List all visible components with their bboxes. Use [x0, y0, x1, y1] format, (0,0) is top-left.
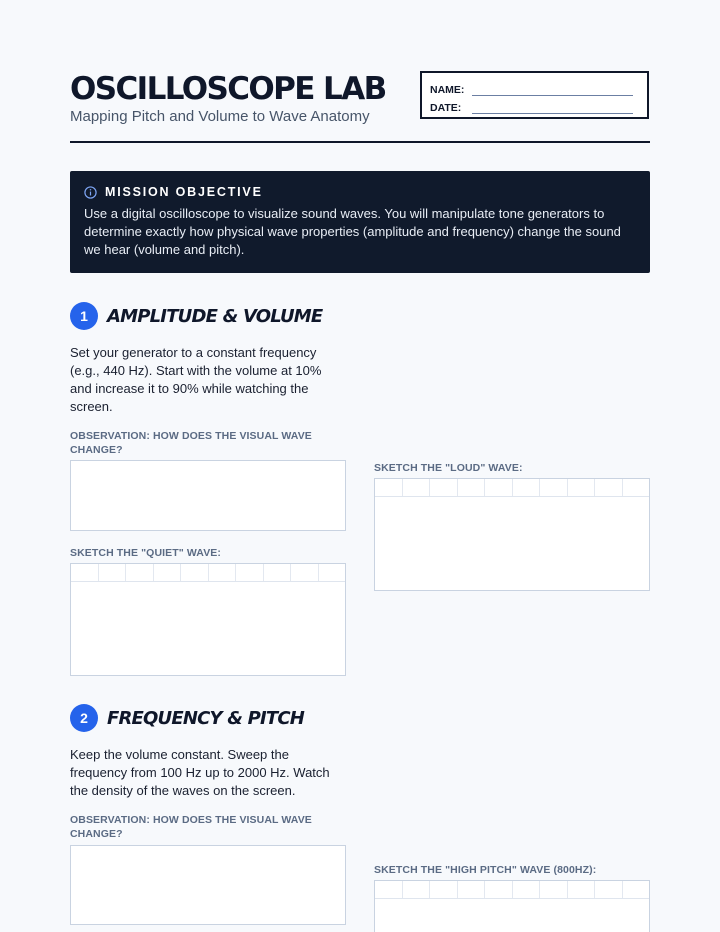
name-date-box — [420, 71, 649, 119]
section-2-instructions: Keep the volume constant. Sweep the frequency from 100 Hz up to 2000 Hz. Watch the density of the waves on the screen. — [70, 747, 330, 798]
section-2-title: FREQUENCY & PITCH — [107, 707, 305, 729]
mission-header — [84, 185, 636, 199]
section-2-observation-label: OBSERVATION: HOW DOES THE VISUAL WAVE CHANGE? — [70, 814, 312, 840]
section-2-observation-field[interactable] — [70, 845, 346, 925]
name-row — [430, 79, 639, 96]
name-field[interactable] — [472, 84, 633, 96]
section-1-title: AMPLITUDE & VOLUME — [107, 305, 323, 327]
section-1-number-badge: 1 — [70, 302, 98, 330]
page-title: OSCILLOSCOPE LAB — [70, 71, 386, 107]
high-pitch-wave-sketch-area[interactable] — [374, 880, 650, 932]
date-label: DATE: — [430, 102, 462, 114]
high-pitch-wave-label: SKETCH THE "HIGH PITCH" WAVE (800HZ): — [374, 864, 597, 876]
mission-title: MISSION OBJECTIVE — [105, 185, 263, 199]
name-label: NAME: — [430, 84, 465, 96]
info-icon — [84, 186, 97, 199]
date-field[interactable] — [472, 102, 633, 114]
page-subtitle: Mapping Pitch and Volume to Wave Anatomy — [70, 108, 370, 125]
mission-text: Use a digital oscilloscope to visualize sound waves. You will manipulate tone generators to determine exactly how physical wave properties (amplitude and frequency) change the sound we hear (volume and pitch). — [84, 206, 621, 257]
quiet-wave-grid — [71, 564, 345, 582]
header-divider — [70, 141, 650, 143]
quiet-wave-label: SKETCH THE "QUIET" WAVE: — [70, 547, 221, 559]
quiet-wave-sketch-area[interactable] — [70, 563, 346, 676]
high-pitch-wave-grid — [375, 881, 649, 899]
section-2-number-badge: 2 — [70, 704, 98, 732]
loud-wave-label: SKETCH THE "LOUD" WAVE: — [374, 462, 523, 474]
section-1-observation-field[interactable] — [70, 460, 346, 531]
section-1-header — [70, 302, 322, 330]
date-row — [430, 97, 639, 114]
loud-wave-sketch-area[interactable] — [374, 478, 650, 591]
mission-objective-panel — [70, 171, 650, 273]
section-1-observation-label: OBSERVATION: HOW DOES THE VISUAL WAVE CHANGE? — [70, 430, 312, 456]
section-1-instructions: Set your generator to a constant frequency (e.g., 440 Hz). Start with the volume at 10% and increase it to 90% while watching the screen. — [70, 345, 322, 414]
section-2-header — [70, 704, 304, 732]
loud-wave-grid — [375, 479, 649, 497]
